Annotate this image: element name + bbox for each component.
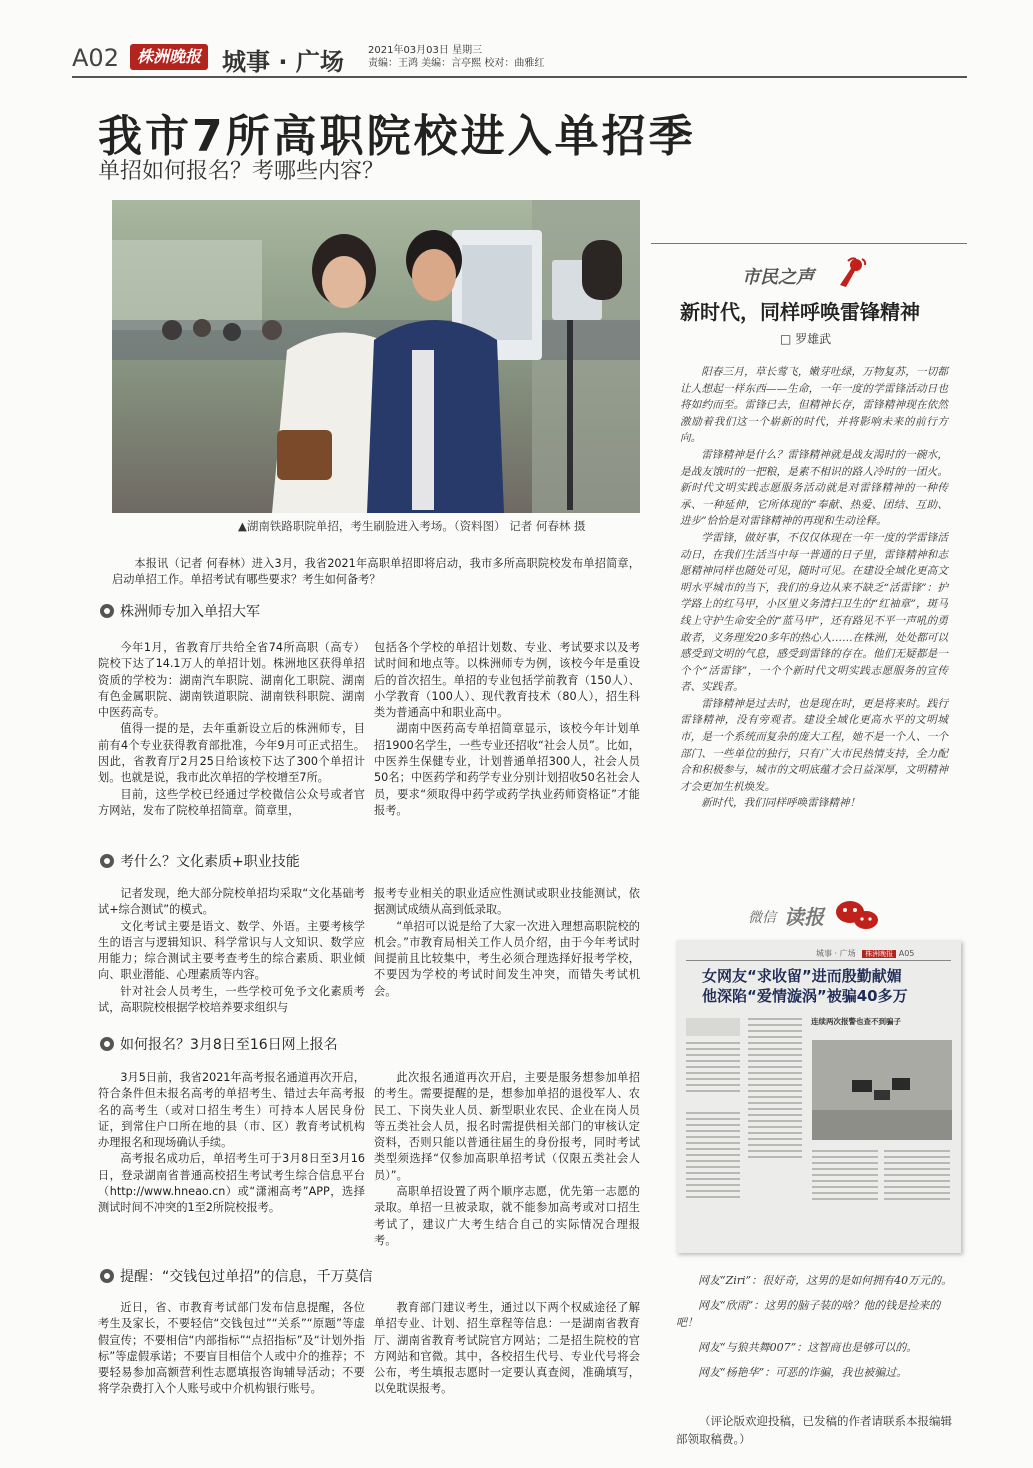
paragraph: 文化考试主要是语文、数学、外语。主要考核学生的语言与逻辑知识、科学常识与人文知识、数学应用能力；综合测试主要考查考生的综合素质、职业倾向、职业潜能、心理素质等内容。 <box>98 919 365 982</box>
clip-headline-2: 他深陷“爱情漩涡”被骗40多万 <box>702 987 908 1005</box>
editor-credits: 责编：王鸿 美编：言亭熙 校对：曲雅红 <box>368 58 545 69</box>
paragraph: 包括各个学校的单招计划数、专业、考试要求以及考试时间和地点等。以株洲师专为例，该校今年是重设后的首次招生。单招的专业包括学前教育（150人）、小学教育（100人）、现代教育技术（80人），招生科类为普通高中和职业高中。 <box>374 641 640 720</box>
section-3-col-2 <box>374 1070 640 1249</box>
issue-date: 2021年03月03日 星期三 <box>368 45 483 56</box>
section-4-col-1 <box>98 1300 365 1398</box>
section-heading-2 <box>100 851 300 871</box>
logo-text: 市民之声 <box>742 267 814 288</box>
clip-text-lines <box>686 1012 804 1242</box>
section-heading-3 <box>100 1034 338 1054</box>
article-subhead: 单招如何报名？考哪些内容？ <box>98 159 385 184</box>
clip-photo <box>812 1040 952 1140</box>
clip-headline-1: 女网友“求收留”进而殷勤献媚 <box>702 967 902 985</box>
sidebar-divider <box>651 243 967 244</box>
clip-section: 城事 · 广场 <box>816 949 856 958</box>
logo-main: 读报 <box>784 905 824 929</box>
paragraph: 教育部门建议考生，通过以下两个权威途径了解单招专业、计划、招生章程等信息：一是湖南省教育厅、湖南省教育考试院官方网站；二是招生院校的官方网站和官微。其中，各校招生代号、专业代号将会公布，考生填报志愿时一定要认真查阅，准确填写，以免耽误报考。 <box>374 1301 640 1396</box>
paragraph: 湖南中医药高专单招简章显示，该校今年计划单招1900名学生，一些专业还招收“社会人员”。比如，中医养生保健专业，计划普通单招300人，社会人员50名；中医药学和药学专业分别计划招收50名社会人员，要求“须取得中药学或药学执业药师资格证”才能报考。 <box>374 722 640 817</box>
paragraph: 高考报名成功后，单招考生可于3月8日至3月16日，登录湖南省普通高校招生考试考生综合信息平台（http://www.hneao.cn）或“潇湘高考”APP，选择测试时间不冲突的1至2所院校报考。 <box>98 1152 365 1215</box>
bullet-circle-icon <box>100 854 114 868</box>
article-photo <box>112 200 640 513</box>
paragraph: 此次报名通道再次开启，主要是服务想参加单招的考生。需要提醒的是，想参加单招的退役军人、农民工、下岗失业人员、新型职业农民、企业在岗人员等五类社会人员，报名时需提供相关部门的审核认定资料，否则只能以普通往届生的身份报考，同时考试类型须选择“仅参加高职单招考试（仅限五类社会人员）”。 <box>374 1071 640 1182</box>
section-title: 考什么？文化素质+职业技能 <box>120 854 300 870</box>
section-3-col-1 <box>98 1070 365 1217</box>
paragraph: 高职单招设置了两个顺序志愿，优先第一志愿的录取。单招一旦被录取，就不能参加高考或对口招生考试了，建议广大考生结合自己的实际情况合理报考。 <box>374 1185 640 1247</box>
article-lead <box>112 556 640 589</box>
clip-more-text <box>812 1146 952 1246</box>
bullet-circle-icon <box>100 1269 114 1283</box>
photo-caption: ▲湖南铁路职院单招，考生刷脸进入考场。（资料图） 记者 何春林 摄 <box>238 519 586 533</box>
paragraph: 阳春三月，草长莺飞，嫩芽吐绿，万物复苏，一切都让人想起一样东西——生命，一年一度的学雷锋活动日也将如约而至。雷锋已去，但精神长存，雷锋精神现在依然激励着我们这一个崭新的时代，并将影响未来的前行方向。 <box>680 366 948 445</box>
comment-item: 网友“与狼共舞007”：这智商也是够可以的。 <box>698 1341 918 1354</box>
paragraph: 新时代，我们同样呼唤雷锋精神！ <box>701 797 861 810</box>
section-1-col-1 <box>98 640 365 819</box>
citizen-voice-logo-art <box>742 255 872 295</box>
opinion-title: 新时代，同样呼唤雷锋精神 <box>680 300 920 324</box>
section-2-col-1 <box>98 886 365 1016</box>
opinion-author: □ 罗雄武 <box>780 332 832 346</box>
section-heading-4 <box>100 1266 373 1286</box>
section-title: 株洲师专加入单招大军 <box>120 604 260 620</box>
clip-text-columns <box>686 1012 804 1242</box>
paragraph: 针对社会人员考生，一些学校可免予文化素质考试，高职院校根据学校培养要求组织与 <box>98 984 365 1015</box>
header-rule <box>72 76 967 78</box>
wechat-read-logo <box>748 896 888 936</box>
section-4-col-2 <box>374 1300 640 1398</box>
section-1-col-2 <box>374 640 640 819</box>
comment-item: 网友“Ziri”：很好奇，这男的是如何拥有40万元的。 <box>698 1274 953 1287</box>
bullet-circle-icon <box>100 1037 114 1051</box>
page-number: A02 <box>72 44 119 72</box>
comment-item: 网友“欣雨”：这男的脑子装的啥？他的钱是捡来的吧！ <box>676 1299 941 1329</box>
photo-illustration <box>112 200 640 513</box>
wechat-article-thumbnail[interactable] <box>676 940 961 1253</box>
section-title: 如何报名？3月8日至16日网上报名 <box>120 1037 338 1053</box>
clip-photo-art <box>812 1040 952 1140</box>
submission-note: （评论版欢迎投稿，已发稿的作者请联系本报编辑部领取稿费。） <box>676 1414 952 1446</box>
clip-paper-badge: 株洲晚报 <box>862 950 896 958</box>
opinion-body <box>680 364 948 812</box>
paper-logo: 株洲晚报 <box>130 44 208 70</box>
comment-item: 网友“杨艳华”：可恶的诈骗，我也被骗过。 <box>698 1366 908 1379</box>
section-heading-1 <box>100 601 260 621</box>
paragraph: 近日，省、市教育考试部门发布信息提醒，各位考生及家长，不要轻信“交钱包过”“关系”“原题”等虚假宣传；不要相信“内部指标”“点招指标”及“计划外指标”等虚假承诺；不要盲目相信个人或中介的推荐；不要轻易参加高额营利性志愿填报咨询辅导活动；不要将学杂费打入个人账号或中介机构银行账号。 <box>98 1301 365 1396</box>
paragraph: 今年1月，省教育厅共给全省74所高职（高专）院校下达了14.1万人的单招计划。株洲地区获得单招资质的学校为：湖南汽车职院、湖南化工职院、湖南有色金属职院、湖南铁道职院、湖南铁科职院、湖南中医药高专。 <box>98 641 365 720</box>
paragraph: “单招可以说是给了大家一次进入理想高职院校的机会。”市教育局相关工作人员介绍，由于今年考试时间提前且比较集中，考生必须合理选择好报考学校，不要因为学校的考试时间发生冲突，而错失考试机会。 <box>374 919 640 998</box>
bullet-circle-icon <box>100 604 114 618</box>
reader-comments <box>676 1272 956 1389</box>
paragraph: 雷锋精神是过去时，也是现在时，更是将来时。践行雷锋精神，没有旁观者。建设全域化更高水平的文明城市，是一个系统而复杂的庞大工程，她不是一个人、一个部门、一些单位的独行，只有广大市民热情支持，全力配合和积极参与，城市的文明底蕴才会日益深厚，文明精神才会更加生机焕发。 <box>680 697 948 793</box>
clip-inset-caption: 连续两次报警也查不到骗子 <box>811 1017 901 1026</box>
logo-prefix: 微信 <box>748 910 776 926</box>
paragraph: 学雷锋，做好事，不仅仅体现在一年一度的学雷锋活动日，在我们生活当中每一普通的日子里，雷锋精神和志愿精神同样也随处可见，随时可见。在建设全域化更高文明水平城市的当下，我们的身边从来不缺乏“活雷锋”：护学路上的红马甲，小区里义务清扫卫生的“红袖章”，斑马线上守护生命安全的“蓝马甲”，还有路见不平一声吼的勇敢者，义务理发20多年的热心人……在株洲，处处都可以感受到文明的气息，感受到雷锋的存在。他们无疑都是一个个“活雷锋”，一个个新时代文明实践志愿服务的宣传者、实践者。 <box>680 531 948 694</box>
paragraph: 报考专业相关的职业适应性测试或职业技能测试，依据测试成绩从高到低录取。 <box>374 887 640 917</box>
paragraph: 记者发现，绝大部分院校单招均采取“文化基础考试+综合测试”的模式。 <box>98 887 365 917</box>
clip-page: A05 <box>898 949 915 958</box>
wechat-logo-art <box>748 896 888 936</box>
lead-paragraph: 本报讯（记者 何春林）进入3月，我省2021年高职单招即将启动，我市多所高职院校发布单招简章，启动单招工作。单招考试有哪些要求？考生如何备考？ <box>112 557 640 587</box>
paragraph: 雷锋精神是什么？雷锋精神就是战友渴时的一碗水，是战友饿时的一把粮，是素不相识的路人冷时的一团火。新时代文明实践志愿服务活动就是对雷锋精神的一种传承、一种延伸，它所体现的“奉献、热爱、团结、互助、进步”恰恰是对雷锋精神的再现和生动诠释。 <box>680 448 948 528</box>
clip-text-lines-2 <box>812 1146 952 1246</box>
paragraph: 值得一提的是，去年重新设立后的株洲师专，目前有4个专业获得教育部批准，今年9月可正式招生。因此，省教育厅2月25日给该校下达了300个单招计划。也就是说，我市此次单招的学校增至7所。 <box>98 722 365 785</box>
paragraph: 目前，这些学校已经通过学校微信公众号或者官方网站，发布了院校单招简章。简章里， <box>98 787 365 817</box>
section-name: 城事 · 广场 <box>222 48 344 76</box>
citizen-voice-logo <box>742 255 872 295</box>
section-title: 提醒：“交钱包过单招”的信息，千万莫信 <box>120 1269 373 1285</box>
paragraph: 3月5日前，我省2021年高考报名通道再次开启，符合条件但未报名高考的单招考生、错过去年高考报名的高考生（或对口招生考生）可持本人居民身份证，到常住户口所在地的县（市、区）教育考试机构办理报名和现场确认手续。 <box>98 1071 365 1150</box>
header-meta <box>368 44 544 70</box>
section-2-col-2 <box>374 886 640 1000</box>
article-headline: 我市7所高职院校进入单招季 <box>98 111 696 162</box>
